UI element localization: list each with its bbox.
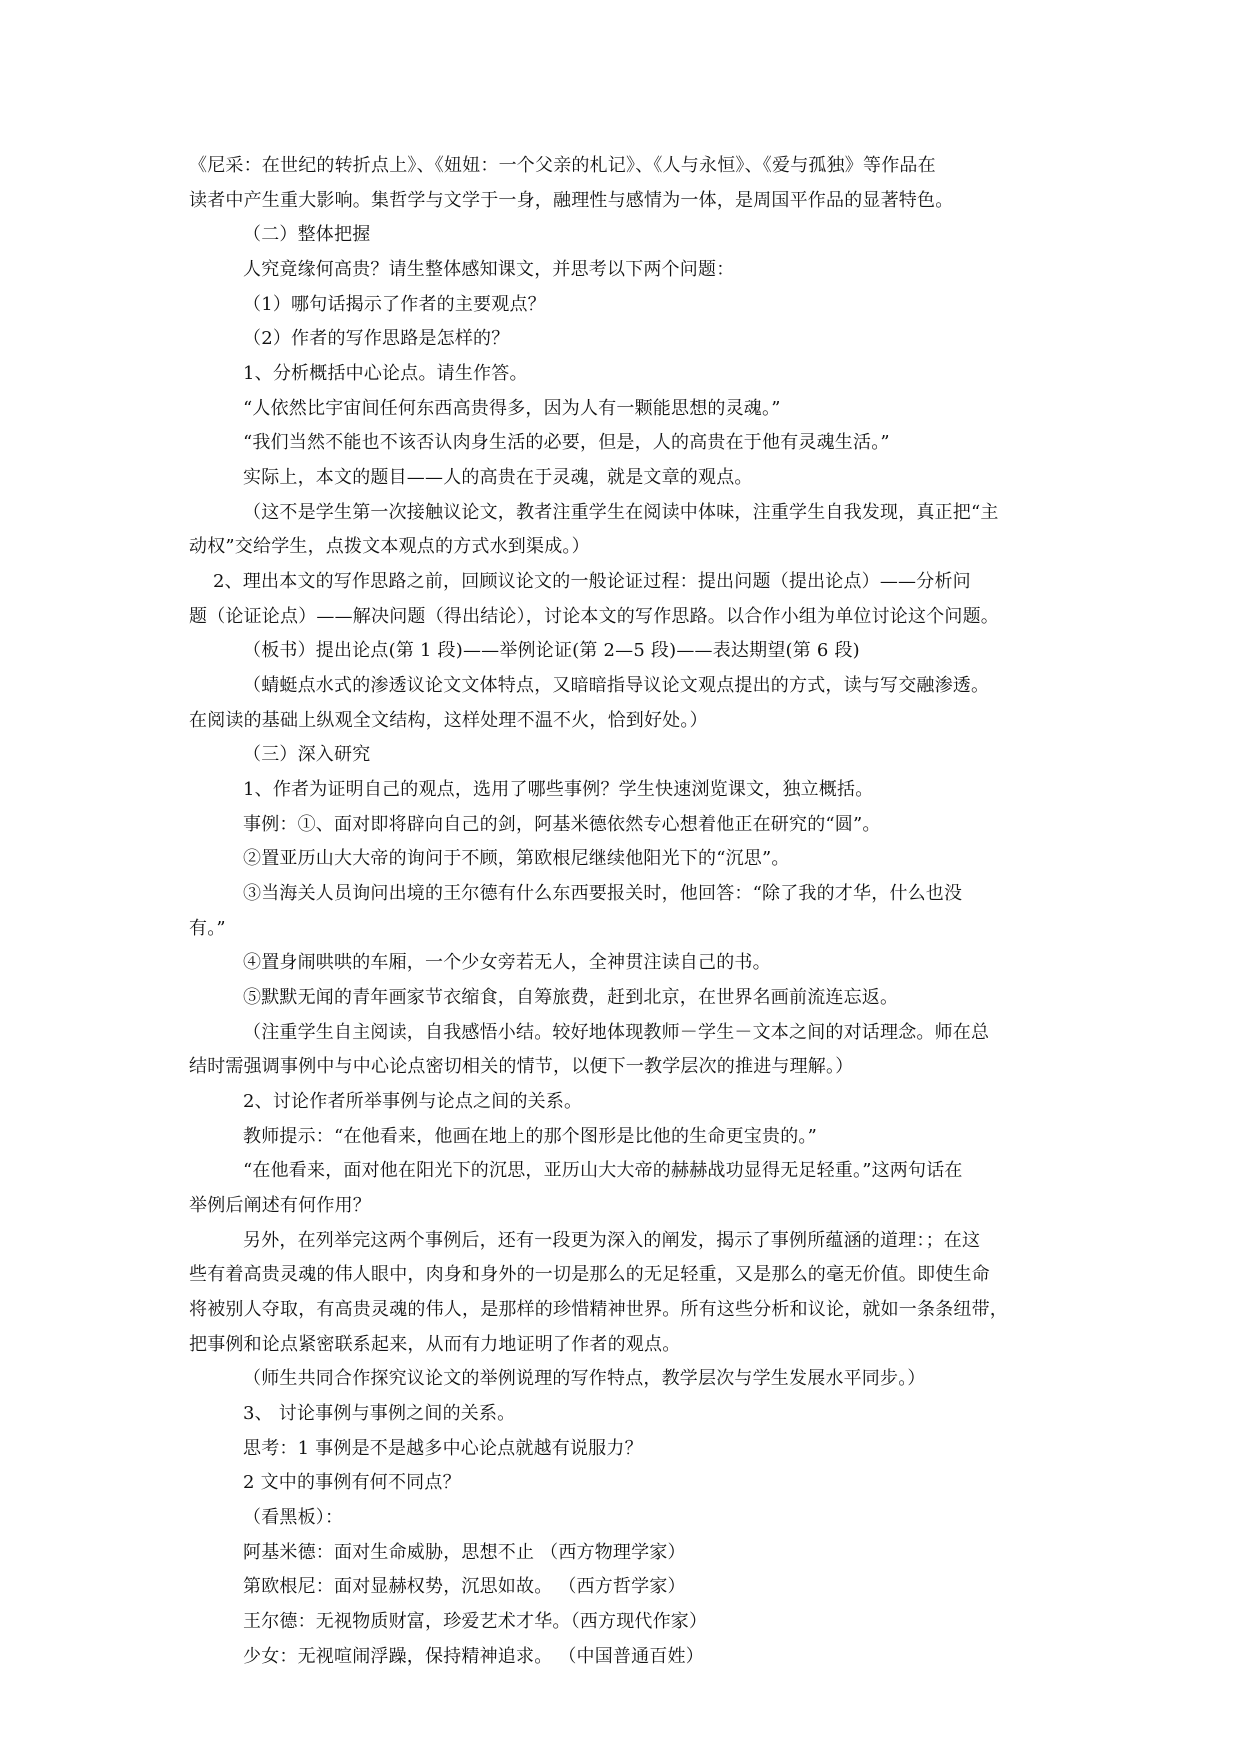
board-line: 少女：无视喧闹浮躁，保持精神追求。 （中国普通百姓） (243, 1646, 704, 1667)
paragraph-line: 将被别人夺取，有高贵灵魂的伟人，是那样的珍惜精神世界。所有这些分析和议论，就如一条条纽带， (189, 1299, 1008, 1320)
example-line: 事例：①、面对即将辟向自己的剑，阿基米德依然专心想着他正在研究的“圆”。 (243, 814, 881, 835)
paragraph-line: 人究竟缘何高贵？请生整体感知课文，并思考以下两个问题： (243, 259, 735, 280)
paragraph-line: 举例后阐述有何作用？ (189, 1195, 371, 1216)
paragraph-line: 些有着高贵灵魂的伟人眼中，肉身和身外的一切是那么的无足轻重，又是那么的毫无价值。即使生命 (189, 1264, 990, 1285)
note-line: 结时需强调事例中与中心论点密切相关的情节，以便下一教学层次的推进与理解。） (189, 1056, 854, 1077)
note-line: （师生共同合作探究议论文的举例说理的写作特点，教学层次与学生发展水平同步。） (243, 1368, 926, 1389)
paragraph-line: 3、 讨论事例与事例之间的关系。 (243, 1403, 516, 1424)
board-line: 阿基米德：面对生命威胁，思想不止 （西方物理学家） (243, 1542, 686, 1563)
paragraph-line: 1、作者为证明自己的观点，选用了哪些事例？学生快速浏览课文，独立概括。 (243, 779, 874, 800)
board-line: 第欧根尼：面对显赫权势，沉思如故。 （西方哲学家） (243, 1576, 686, 1597)
example-line: ⑤默默无闻的青年画家节衣缩食，自筹旅费，赶到北京，在世界名画前流连忘返。 (243, 987, 899, 1008)
paragraph-line: 2、理出本文的写作思路之前，回顾议论文的一般论证过程：提出问题（提出论点）——分析问 (213, 571, 971, 592)
paragraph-line: 题（论证论点）——解决问题（得出结论），讨论本文的写作思路。以合作小组为单位讨论这个问题。 (189, 606, 999, 627)
paragraph-line: 读者中产生重大影响。集哲学与文学于一身，融理性与感情为一体，是周国平作品的显著特色。 (189, 190, 954, 211)
paragraph-line: 把事例和论点紧密联系起来，从而有力地证明了作者的观点。 (189, 1334, 681, 1355)
paragraph-line: 1、分析概括中心论点。请生作答。 (243, 363, 528, 384)
question-line: （2）作者的写作思路是怎样的？ (243, 328, 510, 349)
example-line: ④置身闹哄哄的车厢，一个少女旁若无人，全神贯注读自己的书。 (243, 952, 771, 973)
quote-line: 教师提示：“在他看来，他画在地上的那个图形是比他的生命更宝贵的。” (243, 1126, 818, 1147)
paragraph-line: 《尼采：在世纪的转折点上》、《妞妞：一个父亲的札记》、《人与永恒》、《爱与孤独》等作品在 (189, 155, 936, 176)
section-heading: （三）深入研究 (243, 744, 371, 765)
example-line: ③当海关人员询问出境的王尔德有什么东西要报关时，他回答：“除了我的才华，什么也没 (243, 883, 963, 904)
question-line: （1）哪句话揭示了作者的主要观点？ (243, 294, 546, 315)
question-line: 思考：1 事例是不是越多中心论点就越有说服力？ (243, 1438, 643, 1459)
note-line: （这不是学生第一次接触议论文，教者注重学生在阅读中体味，注重学生自我发现，真正把“主 (243, 502, 999, 523)
quote-line: “我们当然不能也不该否认肉身生活的必要，但是，人的高贵在于他有灵魂生活。” (243, 432, 890, 453)
board-line: 王尔德：无视物质财富，珍爱艺术才华。（西方现代作家） (243, 1611, 708, 1632)
note-line: （注重学生自主阅读，自我感悟小结。较好地体现教师－学生－文本之间的对话理念。师在总 (243, 1022, 990, 1043)
note-line: 动权”交给学生，点拨文本观点的方式水到渠成。） (189, 536, 590, 557)
quote-line: “人依然比宇宙间任何东西高贵得多，因为人有一颗能思想的灵魂。” (243, 398, 781, 419)
section-heading: （二）整体把握 (243, 224, 371, 245)
example-line: ②置亚历山大大帝的询问于不顾，第欧根尼继续他阳光下的“沉思”。 (243, 848, 790, 869)
board-heading: （看黑板）： (243, 1507, 344, 1528)
paragraph-line: 实际上，本文的题目——人的高贵在于灵魂，就是文章的观点。 (243, 467, 753, 488)
paragraph-line: 2、讨论作者所举事例与论点之间的关系。 (243, 1091, 583, 1112)
quote-line: “在他看来，面对他在阳光下的沉思，亚历山大大帝的赫赫战功显得无足轻重。”这两句话在 (243, 1160, 963, 1181)
paragraph-line: 另外，在列举完这两个事例后，还有一段更为深入的阐发，揭示了事例所蕴涵的道理：；在这 (243, 1230, 981, 1251)
question-line: 2 文中的事例有何不同点？ (243, 1472, 461, 1493)
example-line: 有。” (189, 918, 226, 939)
note-line: （蜻蜓点水式的渗透议论文文体特点，又暗暗指导议论文观点提出的方式，读与写交融渗透。 (243, 675, 990, 696)
note-line: 在阅读的基础上纵观全文结构，这样处理不温不火，恰到好处。） (189, 710, 708, 731)
board-line: （板书）提出论点(第 1 段)——举例论证(第 2—5 段)——表达期望(第 6 段) (243, 640, 860, 661)
